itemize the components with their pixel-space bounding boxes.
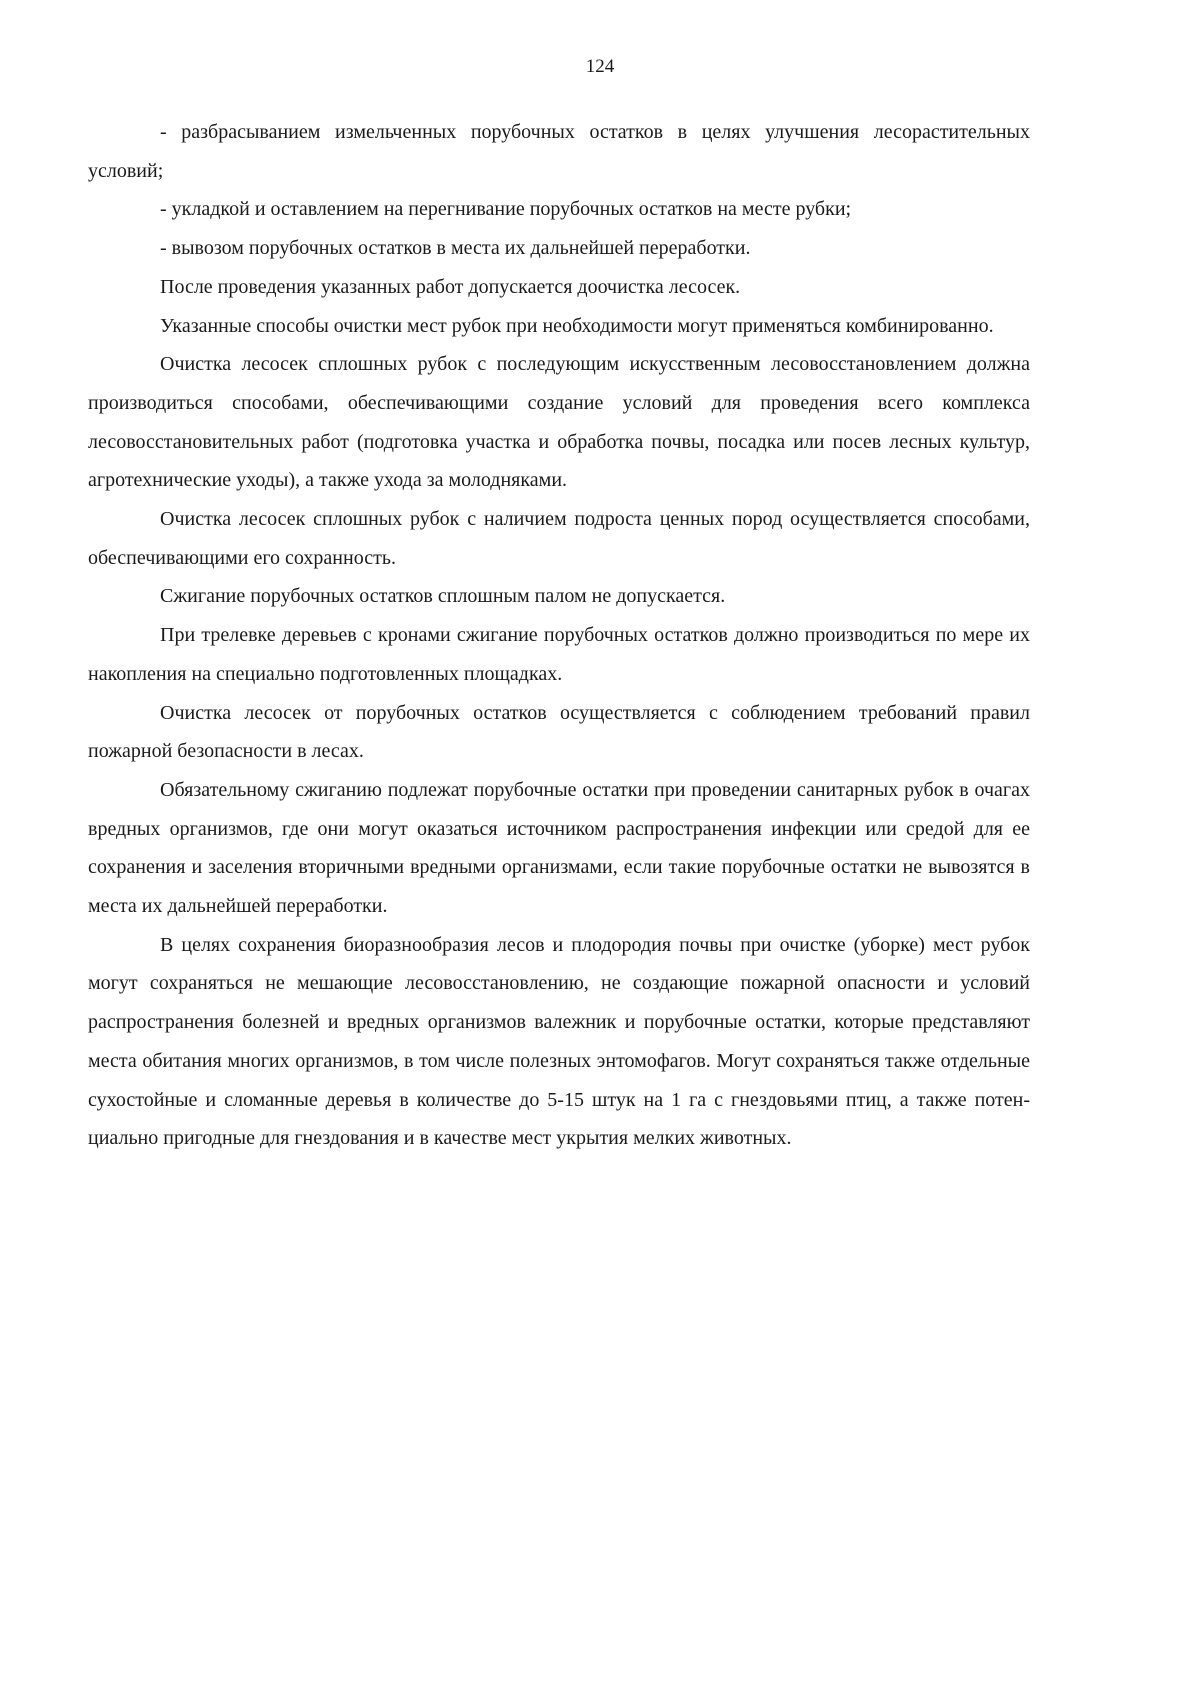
paragraph: В целях сохранения биоразнообразия лесов и плодородия почвы при очистке (уборке) мест рубок могут сохраняться не мешающие лесовосстановлению, не создающие пожарной опасности и условий распространения болезней и вредных организмов валежник и порубочные остатки, которые представляют места обитания многих организмов, в том числе полезных энтомофагов. Могут сохраняться также отдельные сухостойные и сломанные деревья в количестве до 5-15 штук на 1 га с гнездовьями птиц, а также потенциально пригодные для гнездования и в качестве мест укрытия мелких животных.	[88, 933, 1030, 1150]
paragraph: При трелевке деревьев с кронами сжигание порубочных остатков должно производиться по мере их накопления на специально подготовленных площадках.	[88, 624, 1030, 685]
paragraph: Очистка лесосек сплошных рубок с последующим искусственным лесовосстановлением должна производиться способами, обеспечивающими создание условий для проведения всего комплекса лесовосстановительных работ (подготовка участка и обработка почвы, посадка или посев лесных культур, агротехнические уходы), а также ухода за молодняками.	[88, 353, 1030, 492]
paragraph: Очистка лесосек сплошных рубок с наличием подроста ценных пород осуществляется способами, обеспечивающими его сохранность.	[88, 508, 1030, 569]
page-number: 124	[585, 56, 615, 77]
paragraph: - вывозом порубочных остатков в места их дальнейшей переработки.	[160, 237, 751, 260]
paragraph: Указанные способы очистки мест рубок при необходимости могут применяться комбинированно.	[160, 314, 994, 337]
paragraph: Сжигание порубочных остатков сплошным палом не допускается.	[160, 585, 726, 608]
paragraph: После проведения указанных работ допускается доочистка лесосек.	[160, 275, 741, 298]
paragraph: - разбрасыванием измельченных порубочных остатков в целях улучшения лесорастительных условий;	[88, 121, 1030, 182]
document-body	[88, 113, 1030, 1158]
paragraph: - укладкой и оставлением на перегнивание порубочных остатков на месте рубки;	[160, 198, 852, 221]
paragraph: Очистка лесосек от порубочных остатков осуществляется с соблюдением требований правил пожарной безопасности в лесах.	[88, 701, 1030, 763]
paragraph: Обязательному сжиганию подлежат порубочные остатки при проведении санитарных рубок в очагах вредных организмов, где они могут оказаться источником распространения инфекции или средой для ее сохранения и заселения вторичными вредными организмами, если такие порубочные остатки не вывозятся в места их дальнейшей переработки.	[88, 778, 1030, 918]
